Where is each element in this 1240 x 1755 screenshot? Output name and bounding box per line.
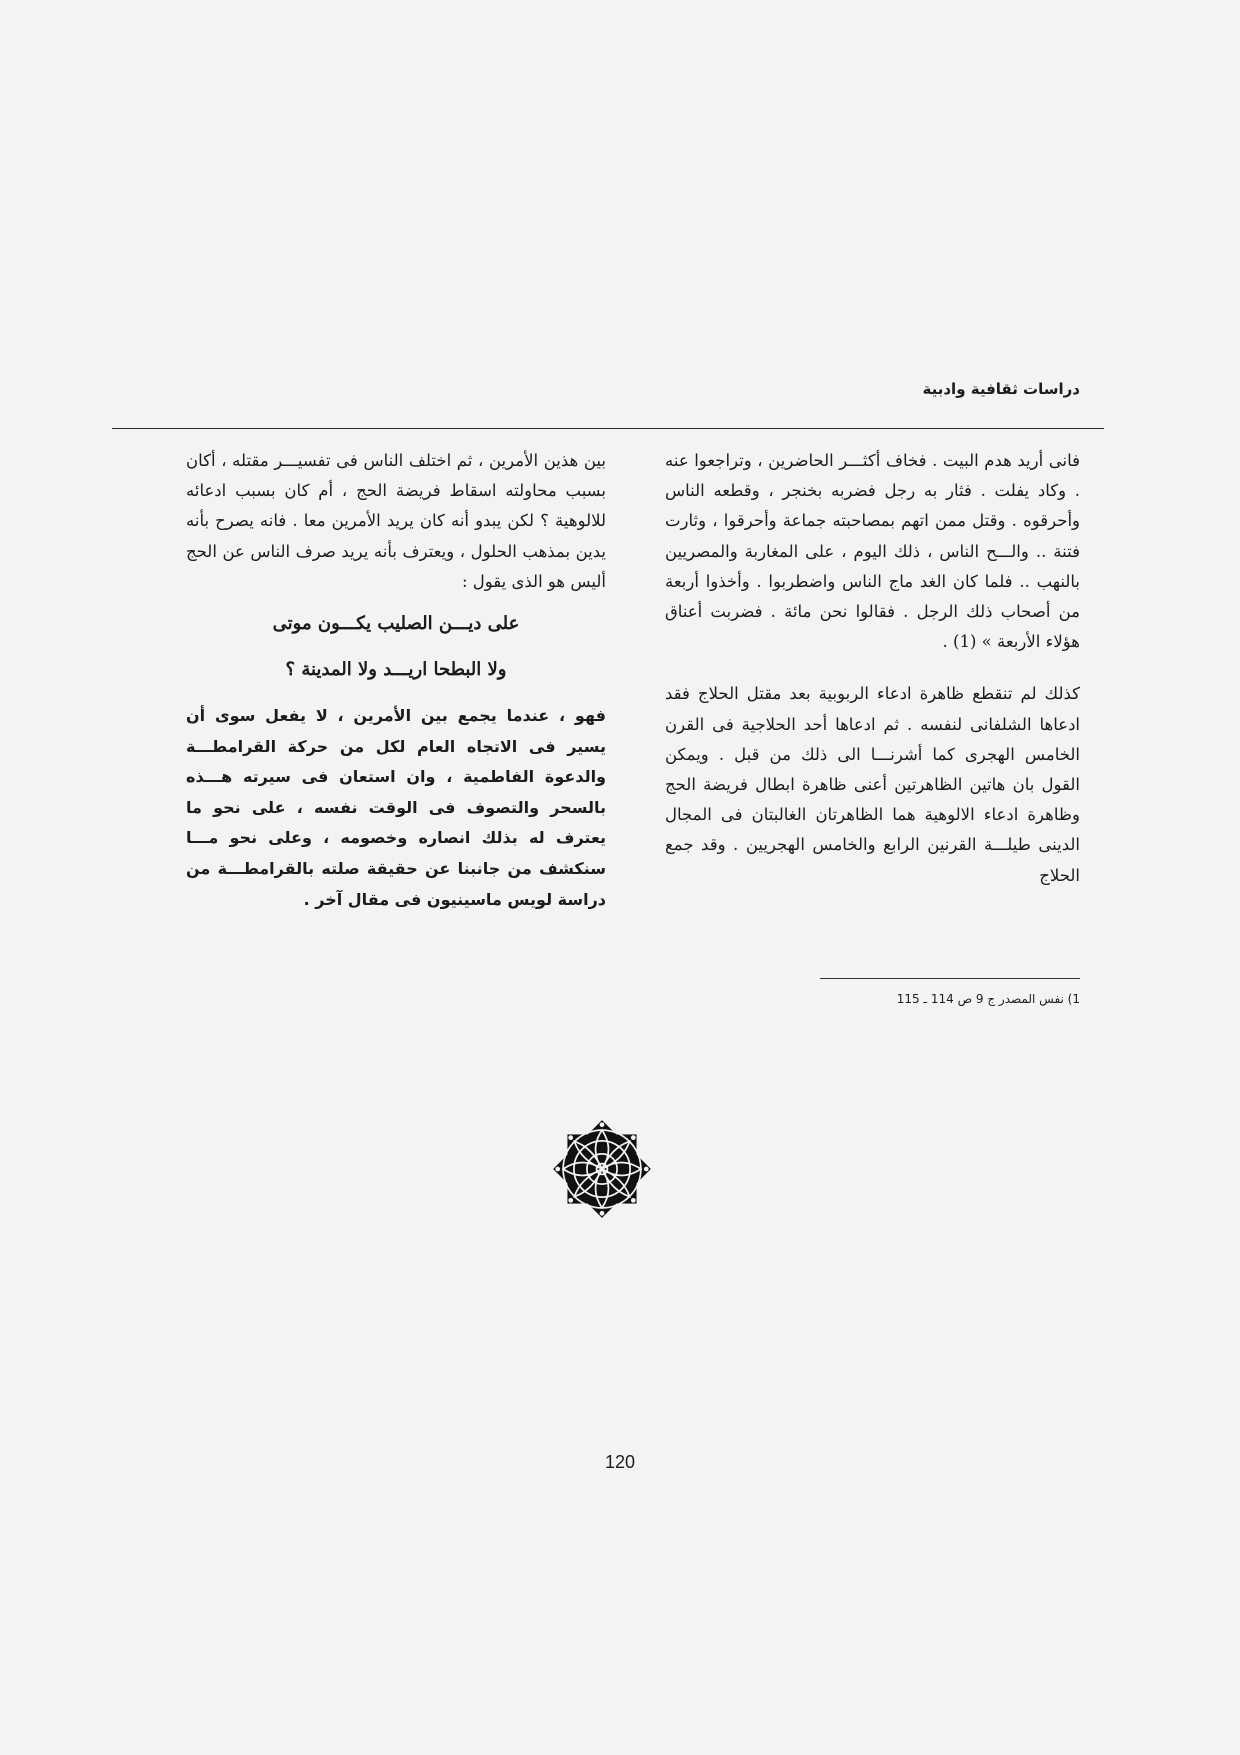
bold-paragraph: فهو ، عندما يجمع بين الأمرين ، لا يفعل سوى أن يسير فى الاتجاه العام لكل من حركة القرامطـــة والدعوة الفاطمية ، وان استعان فى سيرته هـــذه بالسحر والتصوف فى الوقت نفسه ، على نحو ما يعترف له بذلك انصاره وخصومه ، وعلى نحو مـــا سنكشف من جانبنا عن حقيقة صلته بالقرامطـــة من دراسة لويس ماسينيون فى مقال آخر . (186, 706, 606, 909)
left-column (186, 446, 606, 915)
footnote: 1) نفس المصدر ج 9 ص 114 ـ 115 (896, 992, 1080, 1006)
octagonal-arabesque-ornament-icon (548, 1115, 656, 1223)
page-header: دراسات ثقافية وادبية (922, 380, 1080, 398)
body-paragraph: فانى أريد هدم البيت . فخاف أكثـــر الحاضرين ، وتراجعوا عنه . وكاد يفلت . فثار به رجل فضربه بخنجر ، وقطعه الناس وأحرقوه . وقتل ممن اتهم بمصاحبته جماعة وأحرقوا ، وثارت فتنة .. والـــح الناس ، ذلك اليوم ، على المغاربة والمصريين بالنهب .. فلما كان الغد ماج الناس واضطربوا . وأخذوا أربعة من أصحاب ذلك الرجل . فقالوا نحن مائة . فضربت أعناق هؤلاء الأربعة » (1) . (665, 451, 1080, 652)
body-paragraph: بين هذين الأمرين ، ثم اختلف الناس فى تفسيـــر مقتله ، أكان بسبب محاولته اسقاط فريضة الحج ، أم كان بسبب ادعائه للالوهية ؟ لكن يبدو أنه كان يريد الأمرين معا . فانه يصرح بأنه يدين بمذهب الحلول ، ويعترف بأنه يريد صرف الناس عن الحج أليس هو الذى يقول : (186, 451, 606, 591)
body-paragraph: كذلك لم تنقطع ظاهرة ادعاء الربوبية بعد مقتل الحلاج فقد ادعاها الشلفانى لنفسه . ثم ادعاها أحد الحلاجية فى القرن الخامس الهجرى كما أشرنـــا الى ذلك من قبل . ويمكن القول بان هاتين الظاهرتين أعنى ظاهرة ابطال فريضة الحج وظاهرة ادعاء الالوهية هما الظاهرتان الغالبتان فى المجال الدينى طيلـــة القرنين الرابع والخامس الهجريين . وقد جمع الحلاج (665, 684, 1080, 885)
verse-line: على ديـــن الصليب يكـــون موتى (272, 613, 520, 635)
page-number: 120 (604, 1452, 636, 1472)
header-rule (112, 428, 1104, 429)
footnote-rule (820, 978, 1080, 979)
right-column (665, 446, 1080, 891)
verse-line: ولا البطحا اريـــد ولا المدينة ؟ (285, 659, 507, 681)
